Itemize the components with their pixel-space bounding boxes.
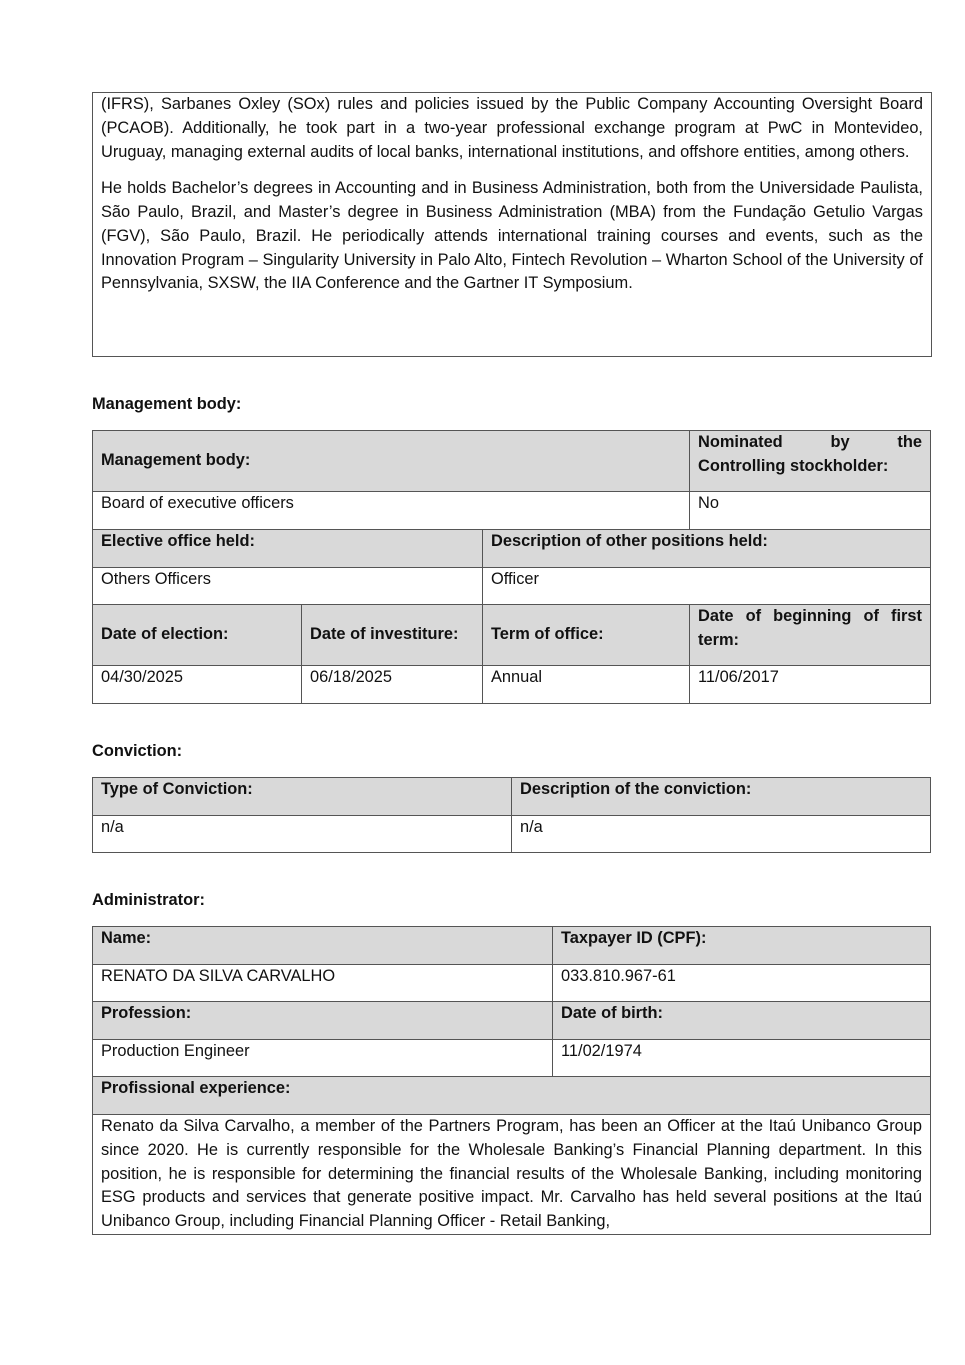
birth-date-header: Date of birth: [553,1002,931,1040]
first-term-header: Date of beginning of first term: [690,605,931,666]
conviction-type-header: Type of Conviction: [93,778,512,816]
nominated-header: Nominated by the Controlling stockholder: [690,431,931,492]
election-date-header: Date of election: [93,605,302,666]
elective-office-header: Elective office held: [93,530,483,568]
election-date-value: 04/30/2025 [93,666,302,704]
nominated-value: No [690,492,931,530]
administrator-table [92,926,931,1235]
first-term-value: 11/06/2017 [690,666,931,704]
conviction-description-header: Description of the conviction: [512,778,931,816]
name-value: RENATO DA SILVA CARVALHO [93,965,553,1002]
elective-office-value: Others Officers [93,568,483,605]
profession-value: Production Engineer [93,1040,553,1077]
birth-date-value: 11/02/1974 [553,1040,931,1077]
investiture-date-value: 06/18/2025 [302,666,483,704]
management-section-title: Management body: [92,395,242,413]
experience-header: Profissional experience: [93,1077,931,1115]
other-positions-value: Officer [483,568,931,605]
document-page [92,92,932,1231]
conviction-type-value: n/a [93,816,512,853]
investiture-date-header: Date of investiture: [302,605,483,666]
conviction-description-value: n/a [512,816,931,853]
intro-paragraph-1: (IFRS), Sarbanes Oxley (SOx) rules and policies issued by the Public Company Accounting Oversight Board (PCAOB). Additionally, he took part in a two-year professional exchange program at PwC in Montevideo, Uruguay, managing external audits of local banks, international institutions, and offshore entities, among others. [101,95,923,161]
term-value: Annual [483,666,690,704]
intro-paragraph-2: He holds Bachelor’s degrees in Accounting and in Business Administration, both from the Universidade Paulista, São Paulo, Brazil, and Master’s degree in Business Administration (MBA) from the Fundação Getulio Vargas (FGV), São Paulo, Brazil. He periodically attends international training courses and events, such as the Innovation Program – Singularity University in Palo Alto, Fintech Revolution – Wharton School of the University of Pennsylvania, SXSW, the IIA Conference and the Gartner IT Symposium. [101,179,923,293]
administrator-section-title: Administrator: [92,891,205,909]
management-body-header: Management body: [93,431,690,492]
conviction-section-title: Conviction: [92,742,183,760]
other-positions-header: Description of other positions held: [483,530,931,568]
cpf-header: Taxpayer ID (CPF): [553,927,931,965]
experience-value: Renato da Silva Carvalho, a member of the Partners Program, has been an Officer at the Itaú Unibanco Group since 2020. He is currently responsible for the Wholesale Banking’s Financial Planning department. In this position, he is responsible for determining the financial results of the Wholesale Banking, including monitoring ESG products and services that generate positive impact. Mr. Carvalho has held several positions at the Itaú Unibanco Group, including Financial Planning Officer - Retail Banking, [93,1115,931,1235]
cpf-value: 033.810.967-61 [553,965,931,1002]
management-table [92,430,931,704]
intro-text-box [92,92,932,357]
conviction-table [92,777,931,853]
profession-header: Profession: [93,1002,553,1040]
term-header: Term of office: [483,605,690,666]
name-header: Name: [93,927,553,965]
management-body-value: Board of executive officers [93,492,690,530]
